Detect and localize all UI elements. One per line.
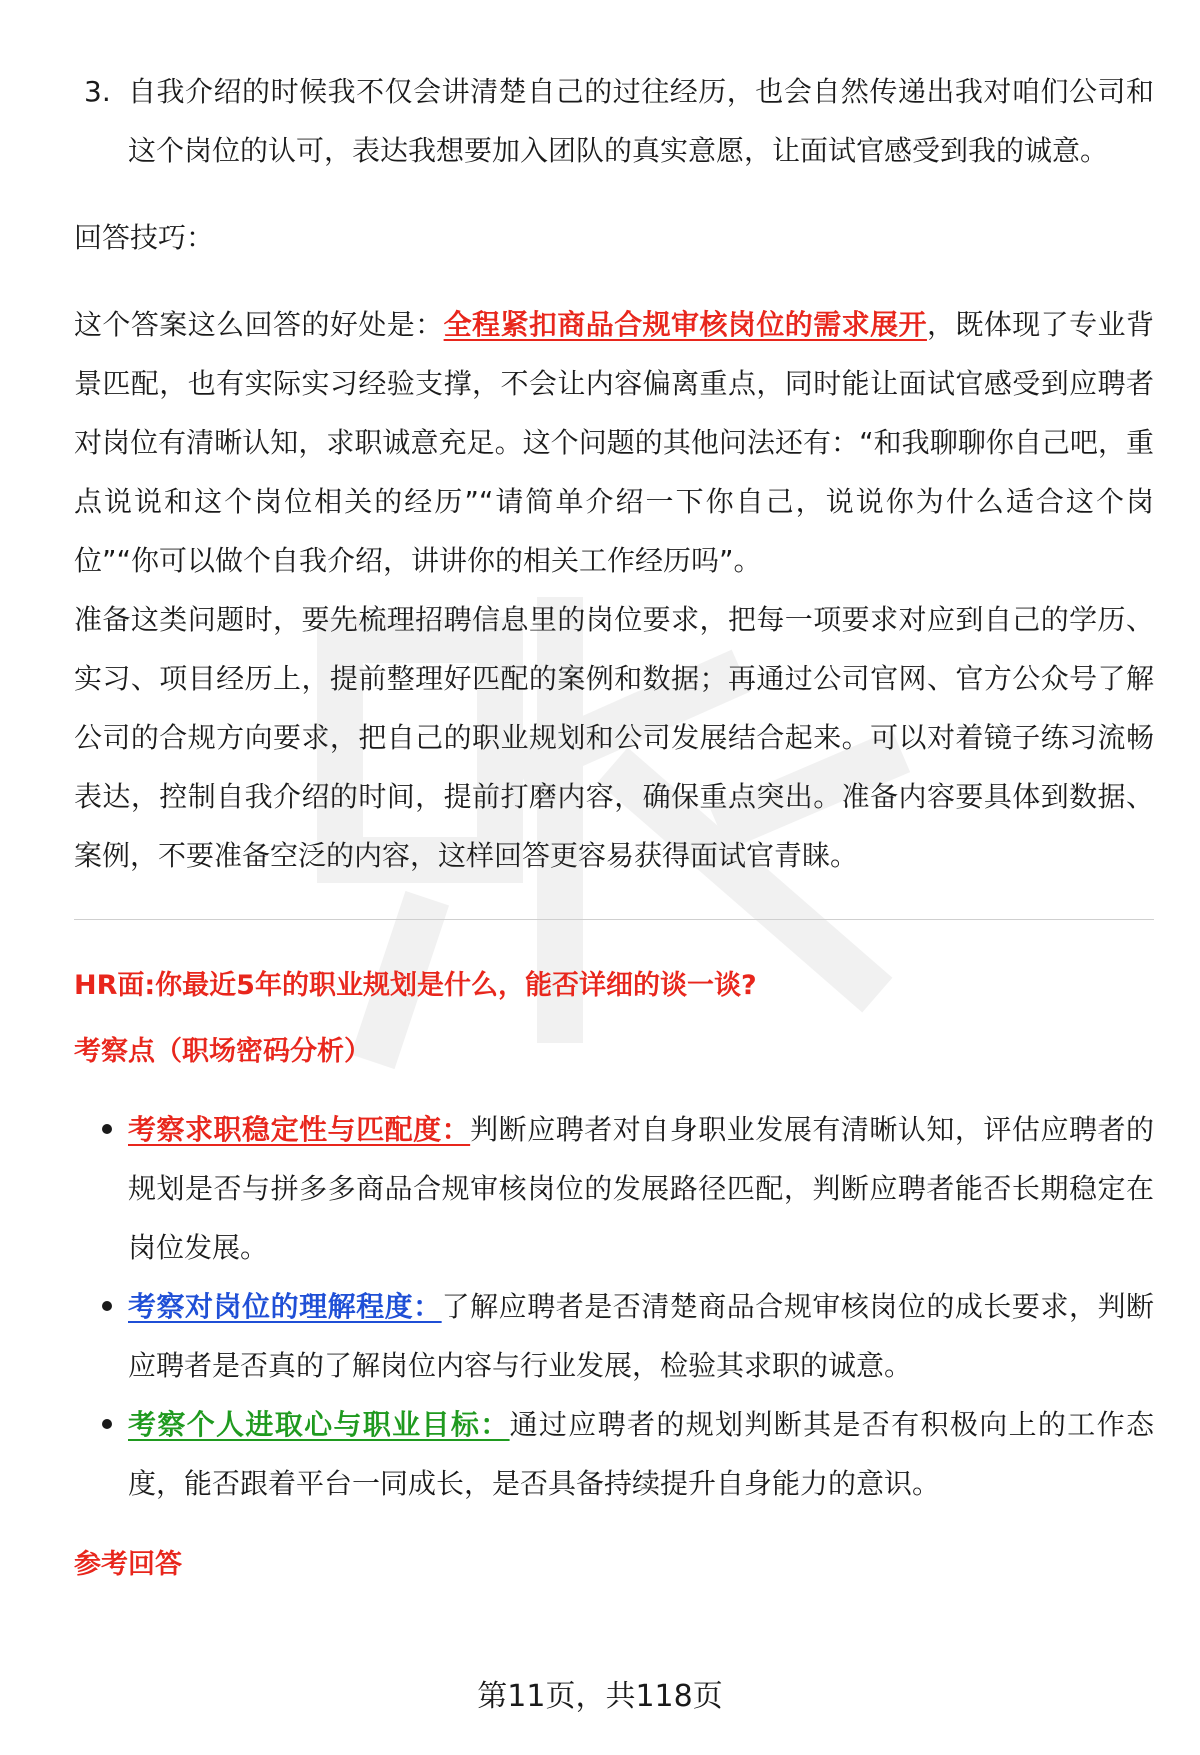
tips-paragraph-1	[74, 295, 1154, 590]
content-area	[74, 62, 1154, 1593]
analysis-point-1-label: 考察求职稳定性与匹配度：	[128, 1113, 471, 1146]
analysis-point-2	[74, 1277, 1154, 1395]
tips-p1-intro: 这个答案这么回答的好处是：	[74, 308, 444, 341]
analysis-subtitle: 考察点（职场密码分析）	[74, 1036, 371, 1067]
bullet-icon	[102, 1419, 112, 1429]
bullet-icon	[102, 1124, 112, 1134]
analysis-point-1	[74, 1100, 1154, 1277]
tips-paragraph-2: 准备这类问题时，要先梳理招聘信息里的岗位要求，把每一项要求对应到自己的学历、实习、项目经历上，提前整理好匹配的案例和数据；再通过公司官网、官方公众号了解公司的合规方向要求，把自己的职业规划和公司发展结合起来。可以对着镜子练习流畅表达，控制自我介绍的时间，提前打磨内容，确保重点突出。准备内容要具体到数据、案例，不要准备空泛的内容，这样回答更容易获得面试官青睐。	[74, 603, 1154, 872]
analysis-point-2-label: 考察对岗位的理解程度：	[128, 1290, 442, 1323]
analysis-point-3-label: 考察个人进取心与职业目标：	[128, 1408, 510, 1441]
analysis-point-1-text: 判断应聘者对自身职业发展有清晰认知，评估应聘者的规划是否与拼多多商品合规审核岗位的发展路径匹配，判断应聘者能否长期稳定在岗位发展。	[128, 1113, 1154, 1264]
question-title: HR面:你最近5年的职业规划是什么，能否详细的谈一谈?	[74, 970, 757, 1001]
analysis-point-3	[74, 1395, 1154, 1513]
numbered-list-item-3	[74, 62, 1154, 180]
analysis-point-2-text: 了解应聘者是否清楚商品合规审核岗位的成长要求，判断应聘者是否真的了解岗位内容与行业发展，检验其求职的诚意。	[128, 1290, 1154, 1382]
page-number: 第11页，共118页	[477, 1679, 723, 1714]
section-divider	[74, 919, 1154, 920]
analysis-point-3-text: 通过应聘者的规划判断其是否有积极向上的工作态度，能否跟着平台一同成长，是否具备持续提升自身能力的意识。	[128, 1408, 1154, 1500]
list-item-text: 自我介绍的时候我不仅会讲清楚自己的过往经历，也会自然传递出我对咱们公司和这个岗位的认可，表达我想要加入团队的真实意愿，让面试官感受到我的诚意。	[128, 75, 1154, 167]
bullet-icon	[102, 1301, 112, 1311]
reference-answer-label: 参考回答	[74, 1549, 182, 1580]
tips-p1-rest: ，既体现了专业背景匹配，也有实际实习经验支撑，不会让内容偏离重点，同时能让面试官感受到应聘者对岗位有清晰认知，求职诚意充足。这个问题的其他问法还有：“和我聊聊你自己吧，重点说说和这个岗位相关的经历”“请简单介绍一下你自己，说说你为什么适合这个岗位”“你可以做个自我介绍，讲讲你的相关工作经历吗”。	[74, 308, 1154, 577]
tips-label: 回答技巧：	[74, 221, 215, 254]
list-number: 3.	[84, 75, 111, 108]
tips-p1-highlight: 全程紧扣商品合规审核岗位的需求展开	[443, 308, 927, 341]
